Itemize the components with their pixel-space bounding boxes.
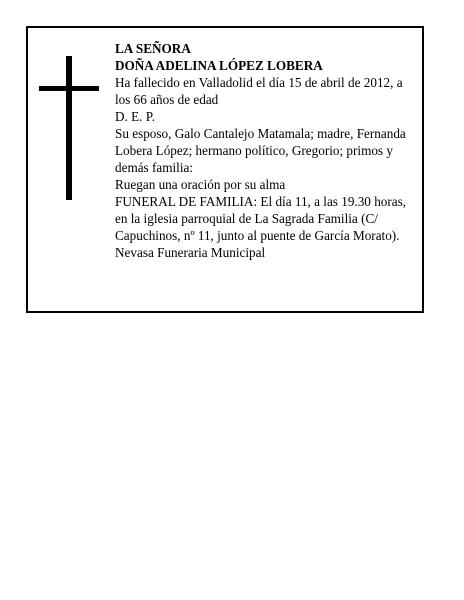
funeral-home: Nevasa Funeraria Municipal bbox=[115, 245, 266, 260]
family-members: Su esposo, Galo Cantalejo Matamala; madre, Fernanda Lobera López; hermano político, Gregorio; primos y demás familia: bbox=[115, 126, 406, 175]
prayer-request: Ruegan una oración por su alma bbox=[115, 177, 286, 192]
cross-vertical-bar bbox=[66, 56, 72, 200]
deceased-name: DOÑA ADELINA LÓPEZ LOBERA bbox=[115, 58, 323, 73]
death-info: Ha fallecido en Valladolid el día 15 de abril de 2012, a los 66 años de edad bbox=[115, 75, 403, 107]
obituary-text bbox=[115, 40, 419, 261]
funeral-info: FUNERAL DE FAMILIA: El día 11, a las 19.30 horas, en la iglesia parroquial de La Sagrada Familia (C/ Capuchinos, nº 11, junto al puente de García Morato). bbox=[115, 194, 407, 243]
cross-horizontal-bar bbox=[39, 86, 99, 91]
rip-text: D. E. P. bbox=[115, 109, 155, 124]
cross-icon bbox=[39, 56, 99, 200]
notice-title: LA SEÑORA bbox=[115, 41, 191, 56]
obituary-notice bbox=[26, 26, 424, 313]
